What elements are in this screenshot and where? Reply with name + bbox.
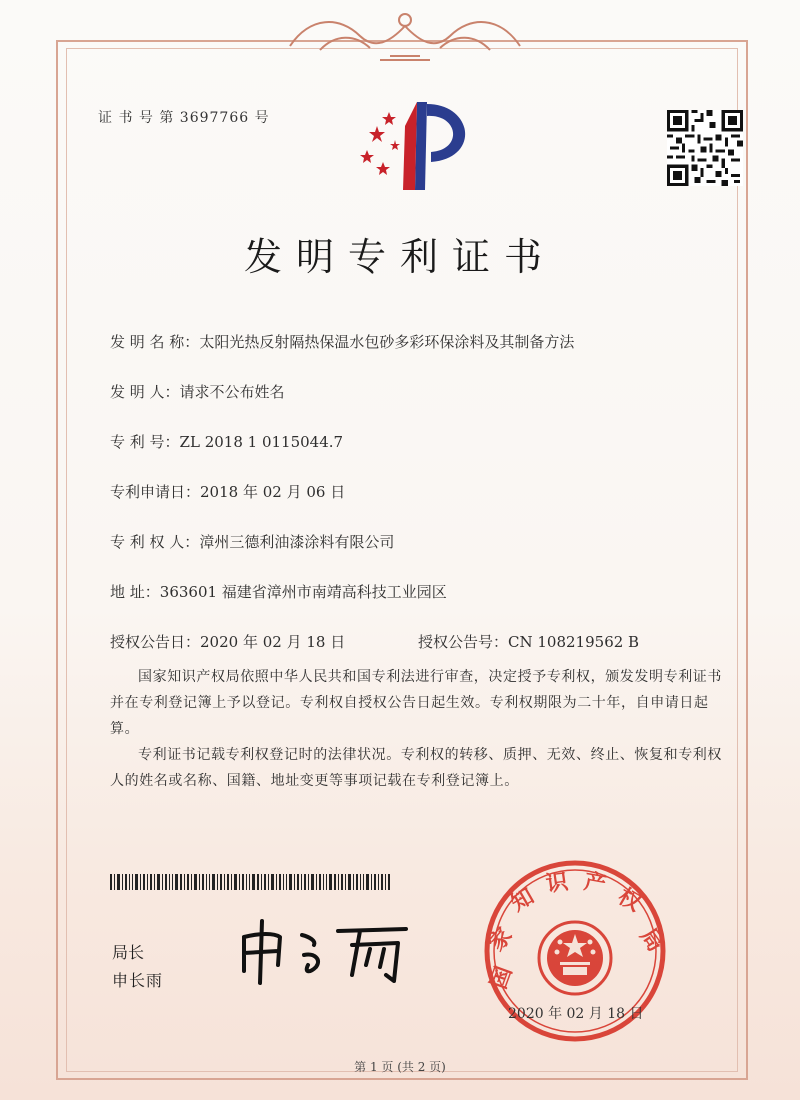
svg-text:国: 国 [486, 963, 518, 993]
invention-name-label: 发 明 名 称： [110, 333, 200, 351]
page-title: 发明专利证书 [243, 235, 556, 279]
svg-text:识: 识 [544, 869, 570, 898]
page-footer: 第 1 页 (共 2 页) [354, 1060, 446, 1074]
patentee-field [110, 531, 394, 552]
application-date-value: 2018 年 02 月 06 日 [200, 483, 346, 501]
svg-text:家: 家 [484, 923, 518, 957]
grant-date-label: 授权公告日： [110, 633, 201, 651]
application-date-field [110, 481, 345, 502]
patentee-value: 漳州三德利油漆涂料有限公司 [199, 533, 395, 551]
patent-number-value: ZL 2018 1 0115044.7 [179, 433, 344, 451]
address-value: 363601 福建省漳州市南靖高科技工业园区 [159, 583, 447, 601]
signature-icon [230, 915, 420, 987]
inventor-field [110, 381, 285, 402]
legal-paragraph-2: 专利证书记载专利权登记时的法律状况。专利权的转移、质押、无效、终止、恢复和专利权人的姓名或名称、国籍、地址变更等事项记载在专利登记簿上。 [110, 747, 722, 789]
svg-text:权: 权 [613, 884, 646, 917]
director-title: 局长 [112, 943, 145, 962]
inventor-label: 发 明 人： [110, 383, 180, 401]
svg-text:产: 产 [582, 869, 609, 898]
svg-text:知: 知 [506, 884, 539, 917]
application-date-label: 专利申请日： [110, 483, 201, 501]
seal-date: 2020 年 02 月 18 日 [508, 1006, 644, 1022]
address-field [110, 581, 447, 602]
certificate-number: 证 书 号 第 3697766 号 [98, 110, 270, 126]
address-label: 地 址： [110, 583, 160, 601]
svg-text:局: 局 [634, 924, 668, 957]
cnipa-logo-icon [355, 96, 485, 196]
grant-date-value: 2020 年 02 月 18 日 [200, 633, 346, 651]
director-name: 申长雨 [112, 971, 164, 990]
grant-date-field [110, 631, 345, 652]
qr-code-icon [667, 110, 743, 186]
grant-number-value: CN 108219562 B [508, 633, 640, 651]
barcode-icon [110, 874, 390, 890]
inventor-value: 请求不公布姓名 [179, 383, 285, 401]
patentee-label: 专 利 权 人： [110, 533, 200, 551]
grant-number-field [418, 631, 639, 652]
top-ornament-icon [280, 6, 530, 62]
patent-number-label: 专 利 号： [110, 433, 180, 451]
grant-number-label: 授权公告号： [418, 633, 509, 651]
legal-paragraph-1: 国家知识产权局依照中华人民共和国专利法进行审查，决定授予专利权，颁发发明专利证书并在专利登记簿上予以登记。专利权自授权公告日起生效。专利权期限为二十年，自申请日起算。 [110, 669, 722, 737]
invention-name-value: 太阳光热反射隔热保温水包砂多彩环保涂料及其制备方法 [199, 333, 575, 351]
invention-name-field [110, 331, 574, 352]
patent-number-field [110, 431, 343, 452]
